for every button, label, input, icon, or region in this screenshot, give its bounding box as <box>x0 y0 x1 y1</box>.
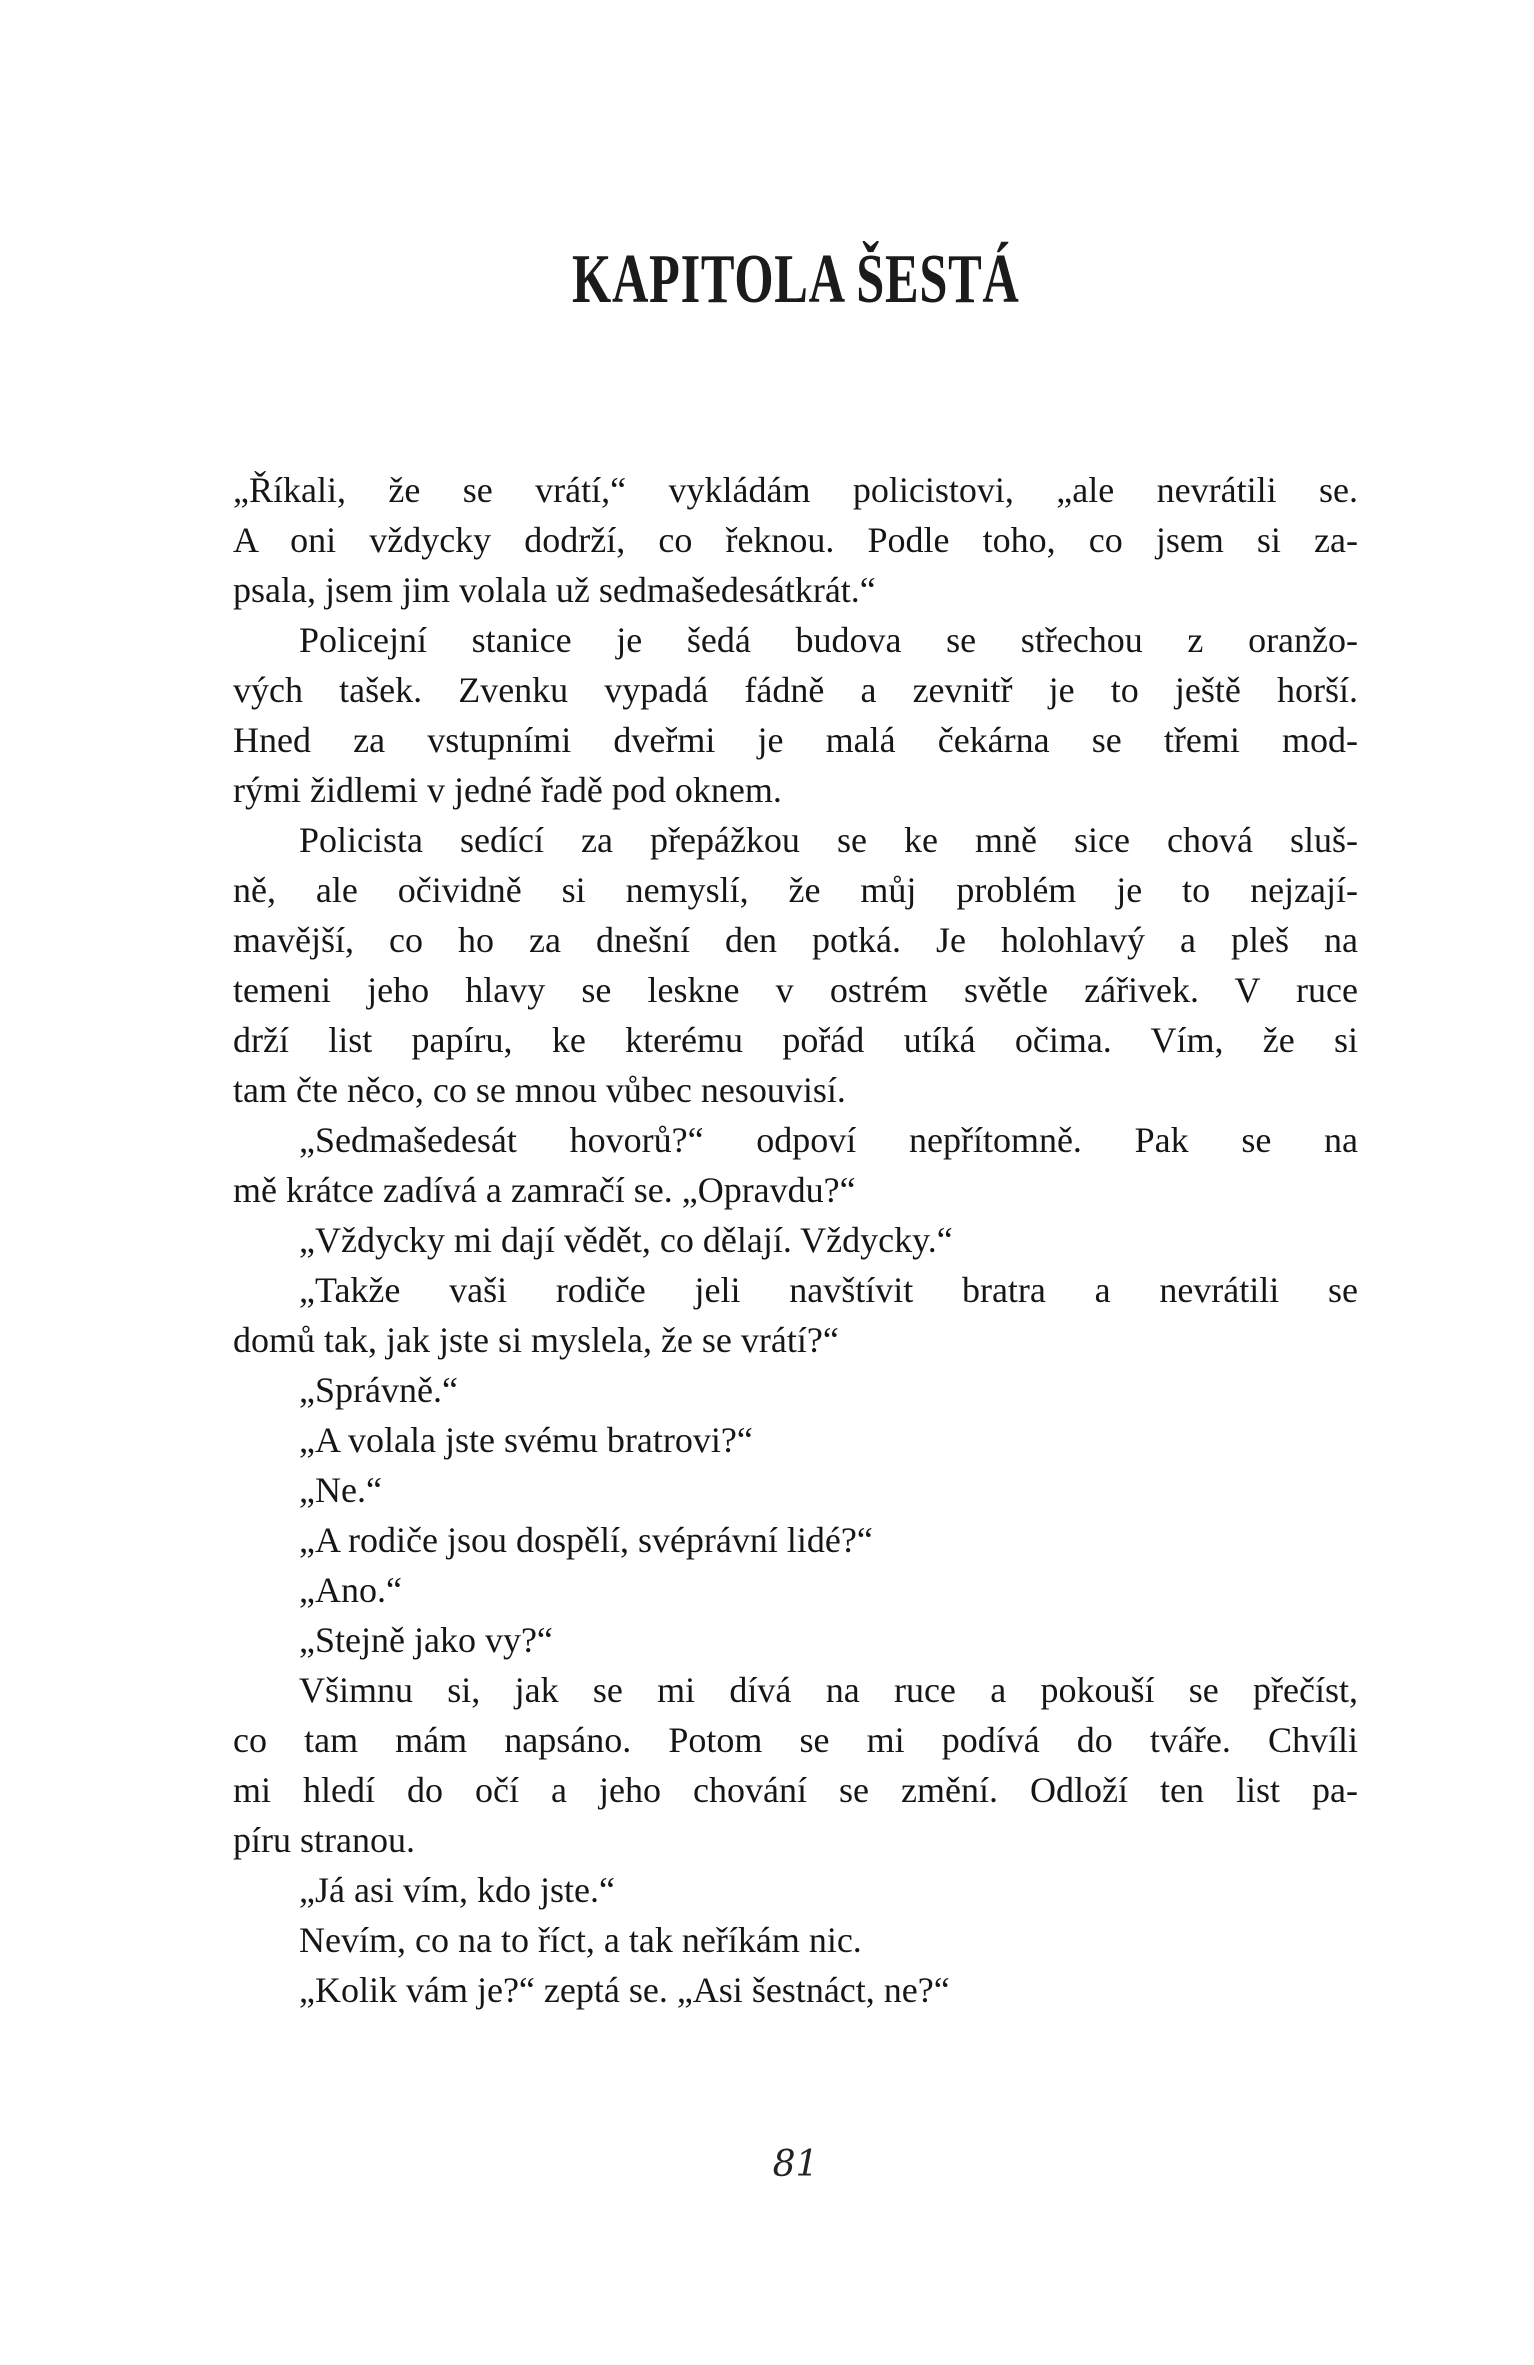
text-line: co tam mám napsáno. Potom se mi podívá do tváře. Chvíli <box>233 1720 1358 1760</box>
text-line: domů tak, jak jste si myslela, že se vrátí?“ <box>233 1320 839 1360</box>
text-line: Policejní stanice je šedá budova se střechou z oranžo- <box>299 620 1358 660</box>
text-line: „Vždycky mi dají vědět, co dělají. Vždycky.“ <box>299 1220 953 1260</box>
text-line: Policista sedící za přepážkou se ke mně sice chová sluš- <box>299 820 1358 860</box>
text-line: rými židlemi v jedné řadě pod oknem. <box>233 770 782 810</box>
text-line: „Kolik vám je?“ zeptá se. „Asi šestnáct, ne?“ <box>299 1970 950 2010</box>
text-line: temeni jeho hlavy se leskne v ostrém světle zářivek. V ruce <box>233 970 1358 1010</box>
text-line: „Ne.“ <box>299 1470 382 1510</box>
text-line: mě krátce zadívá a zamračí se. „Opravdu?“ <box>233 1170 856 1210</box>
text-line: „Ano.“ <box>299 1570 402 1610</box>
text-line: vých tašek. Zvenku vypadá fádně a zevnitř je to ještě horší. <box>233 670 1358 710</box>
text-line: „Správně.“ <box>299 1370 458 1410</box>
chapter-title <box>233 240 1358 320</box>
text-line: „Takže vaši rodiče jeli navštívit bratra a nevrátili se <box>299 1270 1358 1310</box>
text-line: „A rodiče jsou dospělí, svéprávní lidé?“ <box>299 1520 873 1560</box>
text-line: Nevím, co na to říct, a tak neříkám nic. <box>299 1920 862 1960</box>
text-line: píru stranou. <box>233 1820 415 1860</box>
text-line: „A volala jste svému bratrovi?“ <box>299 1420 753 1460</box>
text-line: „Stejně jako vy?“ <box>299 1620 553 1660</box>
text-line: mi hledí do očí a jeho chování se změní. Odloží ten list pa- <box>233 1770 1358 1810</box>
text-line: drží list papíru, ke kterému pořád utíká očima. Vím, že si <box>233 1020 1358 1060</box>
text-line: Všimnu si, jak se mi dívá na ruce a pokouší se přečíst, <box>299 1670 1358 1710</box>
text-line: tam čte něco, co se mnou vůbec nesouvisí. <box>233 1070 846 1110</box>
page-number: 81 <box>772 2144 819 2185</box>
text-line: „Říkali, že se vrátí,“ vykládám policistovi, „ale nevrátili se. <box>233 470 1358 510</box>
text-line: A oni vždycky dodrží, co řeknou. Podle toho, co jsem si za- <box>233 520 1358 560</box>
text-line: ně, ale očividně si nemyslí, že můj problém je to nejzají- <box>233 870 1358 910</box>
text-line: mavější, co ho za dnešní den potká. Je holohlavý a pleš na <box>233 920 1358 960</box>
body-text-block <box>233 465 1358 2015</box>
text-line: psala, jsem jim volala už sedmašedesátkrát.“ <box>233 570 876 610</box>
text-line: „Já asi vím, kdo jste.“ <box>299 1870 615 1910</box>
text-line: „Sedmašedesát hovorů?“ odpoví nepřítomně. Pak se na <box>299 1120 1358 1160</box>
chapter-title-text: KAPITOLA ŠESTÁ <box>571 241 1020 318</box>
text-line: Hned za vstupními dveřmi je malá čekárna se třemi mod- <box>233 720 1358 760</box>
